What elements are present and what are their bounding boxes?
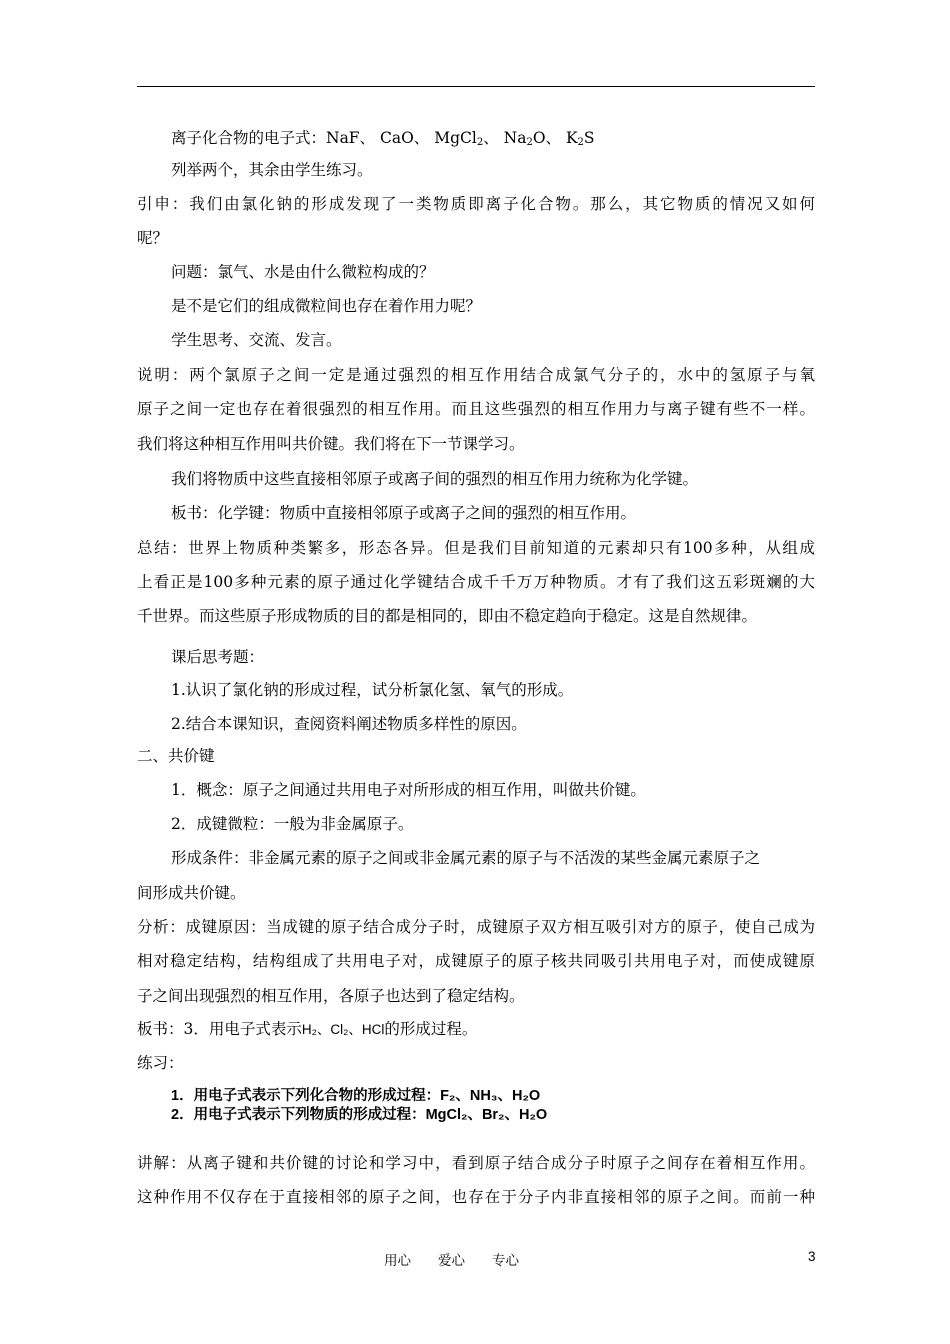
paragraph-line: 引申：我们由氯化钠的形成发现了一类物质即离子化合物。那么，其它物质的情况又如何 (137, 195, 815, 213)
text-span: 的形成过程。 (384, 1020, 478, 1038)
paragraph-line: 2.结合本课知识，查阅资料阐述物质多样性的原因。 (171, 715, 527, 733)
paragraph-line: 原子之间一定也存在着很强烈的相互作用。而且这些强烈的相互作用力与离子键有些不一样。 (137, 400, 815, 418)
paragraph-line: 分析：成键原因：当成键的原子结合成分子时，成键原子双方相互吸引对方的原子，使自己成为 (137, 918, 815, 936)
paragraph-line: 我们将这种相互作用叫共价键。我们将在下一节课学习。 (137, 435, 525, 453)
paragraph-line: 说明：两个氯原子之间一定是通过强烈的相互作用结合成氯气分子的，水中的氢原子与氧 (137, 366, 815, 384)
paragraph-line: 练习： (137, 1054, 184, 1072)
paragraph-line: 千世界。而这些原子形成物质的目的都是相同的，即由不稳定趋向于稳定。这是自然规律。 (137, 607, 758, 625)
text-span: 离子化合物的电子式：NaF、 CaO、 MgCl (171, 129, 477, 147)
paragraph-line: 课后思考题： (171, 648, 265, 666)
paragraph-line: 间形成共价键。 (137, 884, 246, 902)
footer-motto: 用心 爱心 专心 (384, 1253, 519, 1268)
section-heading: 二、共价键 (137, 747, 215, 765)
formula-text: H₂、Cl₂、HCl (301, 1022, 385, 1037)
paragraph-line: 列举两个，其余由学生练习。 (171, 161, 373, 179)
page-number: 3 (808, 1249, 816, 1264)
paragraph-line: 形成条件：非金属元素的原子之间或非金属元素的原子与不活泼的某些金属元素原子之 (171, 849, 761, 867)
paragraph-line: 讲解：从离子键和共价键的讨论和学习中，看到原子结合成分子时原子之间存在着相互作用。 (137, 1154, 815, 1172)
text-span: S (583, 129, 595, 147)
paragraph-line: 相对稳定结构，结构组成了共用电子对，成键原子的原子核共同吸引共用电子对，而使成键原 (137, 952, 815, 970)
paragraph-line: 1．概念：原子之间通过共用电子对所形成的相互作用，叫做共价键。 (171, 781, 646, 799)
text-span: O、 K (532, 129, 578, 147)
paragraph-line: 上看正是100多种元素的原子通过化学键结合成千千万万种物质。才有了我们这五彩斑斓的大 (137, 573, 815, 591)
text-span: 、 Na (483, 129, 527, 147)
exercise-item: 1．用电子式表示下列化合物的形成过程：F₂、NH₃、H₂O (171, 1088, 541, 1104)
paragraph-line: 总结：世界上物质种类繁多，形态各异。但是我们目前知道的元素却只有100多种，从组成 (137, 539, 815, 557)
paragraph-line: 1.认识了氯化钠的形成过程，试分析氯化氢、氧气的形成。 (171, 681, 574, 699)
paragraph-line: 子之间出现强烈的相互作用，各原子也达到了稳定结构。 (137, 987, 525, 1005)
subscript: 2 (526, 137, 533, 148)
paragraph-line: 是不是它们的组成微粒间也存在着作用力呢？ (171, 297, 482, 315)
paragraph-line: 问题：氯气、水是由什么微粒构成的？ (171, 263, 435, 281)
paragraph-line: 板书：化学键：物质中直接相邻原子或离子之间的强烈的相互作用。 (171, 504, 637, 522)
subscript: 2 (577, 137, 584, 148)
paragraph-line (137, 1019, 477, 1040)
paragraph-line: 这种作用不仅存在于直接相邻的原子之间，也存在于分子内非直接相邻的原子之间。而前一种 (137, 1188, 815, 1206)
paragraph-line (171, 128, 595, 153)
header-rule (137, 86, 815, 87)
subscript: 2 (476, 137, 484, 148)
paragraph-line: 我们将物质中这些直接相邻原子或离子间的强烈的相互作用力统称为化学键。 (171, 470, 699, 488)
exercise-item: 2．用电子式表示下列物质的形成过程：MgCl₂、Br₂、H₂O (171, 1107, 548, 1123)
text-span: 板书：3．用电子式表示 (137, 1020, 302, 1038)
paragraph-line: 2．成键微粒：一般为非金属原子。 (171, 815, 414, 833)
paragraph-line: 学生思考、交流、发言。 (171, 331, 342, 349)
paragraph-line: 呢？ (137, 229, 169, 247)
